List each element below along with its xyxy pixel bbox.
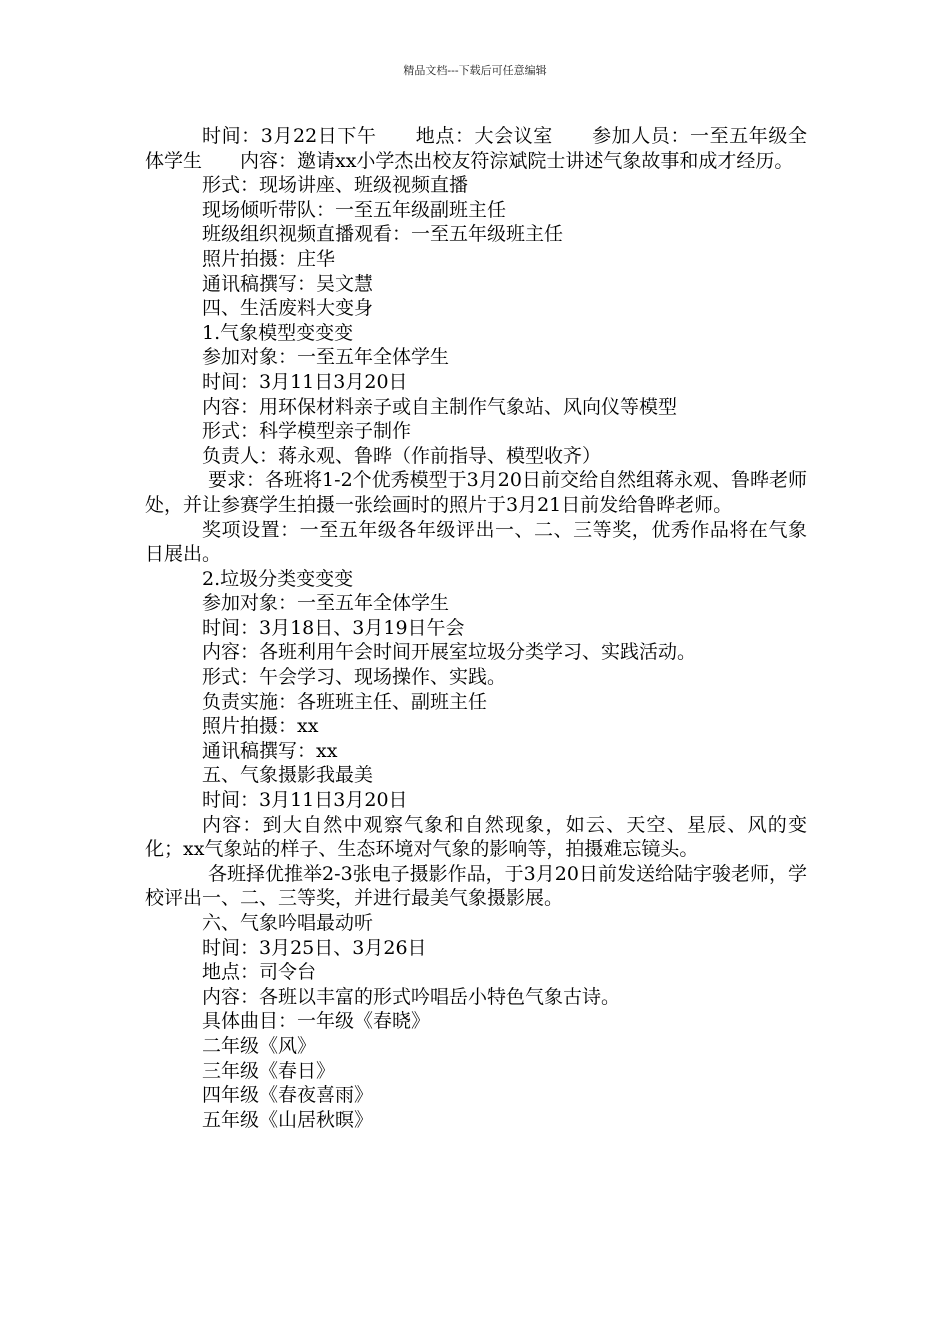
paragraph-content: 内容：各班以丰富的形式吟唱岳小特色气象古诗。 xyxy=(202,985,621,1008)
paragraph-photographer: 照片拍摄：xx xyxy=(202,715,319,738)
section-heading-5: 五、气象摄影我最美 xyxy=(202,764,374,787)
paragraph-content: 内容：用环保材料亲子或自主制作气象站、风向仪等模型 xyxy=(202,395,678,418)
paragraph-content: 内容：各班利用午会时间开展室垃圾分类学习、实践活动。 xyxy=(202,641,697,664)
paragraph-time: 时间：3月11日3月20日 xyxy=(202,370,408,393)
paragraph-songs-grade-2: 二年级《风》 xyxy=(202,1034,317,1057)
paragraph-location: 地点：司令台 xyxy=(202,961,317,984)
document-body xyxy=(145,124,807,1132)
section-heading-4: 四、生活废料大变身 xyxy=(202,297,374,320)
paragraph-lecture-details: 时间：3月22日下午 地点：大会议室 参加人员：一至五年级全体学生 内容：邀请xx小学杰出校友符淙斌院士讲述气象故事和成才经历。 xyxy=(145,125,807,172)
paragraph-requirements: 要求：各班将1-2个优秀模型于3月20日前交给自然组蒋永观、鲁晔老师处，并让参赛学生拍摄一张绘画时的照片于3月21日前发给鲁晔老师。 xyxy=(145,469,807,516)
subsection-heading-4-1: 1.气象模型变变变 xyxy=(202,321,354,344)
paragraph-content: 内容：到大自然中观察气象和自然现象，如云、天空、星辰、风的变化；xx气象站的样子、生态环境对气象的影响等，拍摄难忘镜头。 xyxy=(145,813,807,861)
paragraph-implementers: 负责实施：各班班主任、副班主任 xyxy=(202,690,488,713)
paragraph-participants: 参加对象：一至五年全体学生 xyxy=(202,592,450,615)
paragraph-time: 时间：3月25日、3月26日 xyxy=(202,936,427,959)
paragraph-format: 形式：午会学习、现场操作、实践。 xyxy=(202,666,507,689)
paragraph-time: 时间：3月11日3月20日 xyxy=(202,789,408,812)
paragraph-news-writer: 通讯稿撰写：吴文慧 xyxy=(202,272,374,295)
paragraph-songs-grade-4: 四年级《春夜喜雨》 xyxy=(202,1084,374,1107)
page-header: 精品文档---下载后可任意编辑 xyxy=(403,64,547,77)
paragraph-songs-grade-3: 三年级《春日》 xyxy=(202,1059,336,1082)
paragraph-songs-grade-5: 五年级《山居秋暝》 xyxy=(202,1108,374,1131)
paragraph-format: 形式：现场讲座、班级视频直播 xyxy=(202,174,469,197)
paragraph-video-organizer: 班级组织视频直播观看：一至五年级班主任 xyxy=(202,223,564,246)
paragraph-person-in-charge: 负责人：蒋永观、鲁晔（作前指导、模型收齐） xyxy=(202,444,602,467)
paragraph-participants: 参加对象：一至五年全体学生 xyxy=(202,346,450,369)
subsection-heading-4-2: 2.垃圾分类变变变 xyxy=(202,567,354,590)
paragraph-format: 形式：科学模型亲子制作 xyxy=(202,420,412,443)
paragraph-songs-grade-1: 具体曲目：一年级《春晓》 xyxy=(202,1010,431,1033)
section-heading-6: 六、气象吟唱最动听 xyxy=(202,912,374,934)
paragraph-news-writer: 通讯稿撰写：xx xyxy=(202,739,338,762)
paragraph-submission: 各班择优推举2-3张电子摄影作品，于3月20日前发送给陆宇骏老师，学校评出一、二、三等奖，并进行最美气象摄影展。 xyxy=(145,862,807,910)
paragraph-time: 时间：3月18日、3月19日午会 xyxy=(202,616,465,639)
paragraph-onsite-leader: 现场倾听带队：一至五年级副班主任 xyxy=(202,198,507,221)
paragraph-photographer: 照片拍摄：庄华 xyxy=(202,247,336,270)
paragraph-awards: 奖项设置：一至五年级各年级评出一、二、三等奖，优秀作品将在气象日展出。 xyxy=(145,518,807,566)
